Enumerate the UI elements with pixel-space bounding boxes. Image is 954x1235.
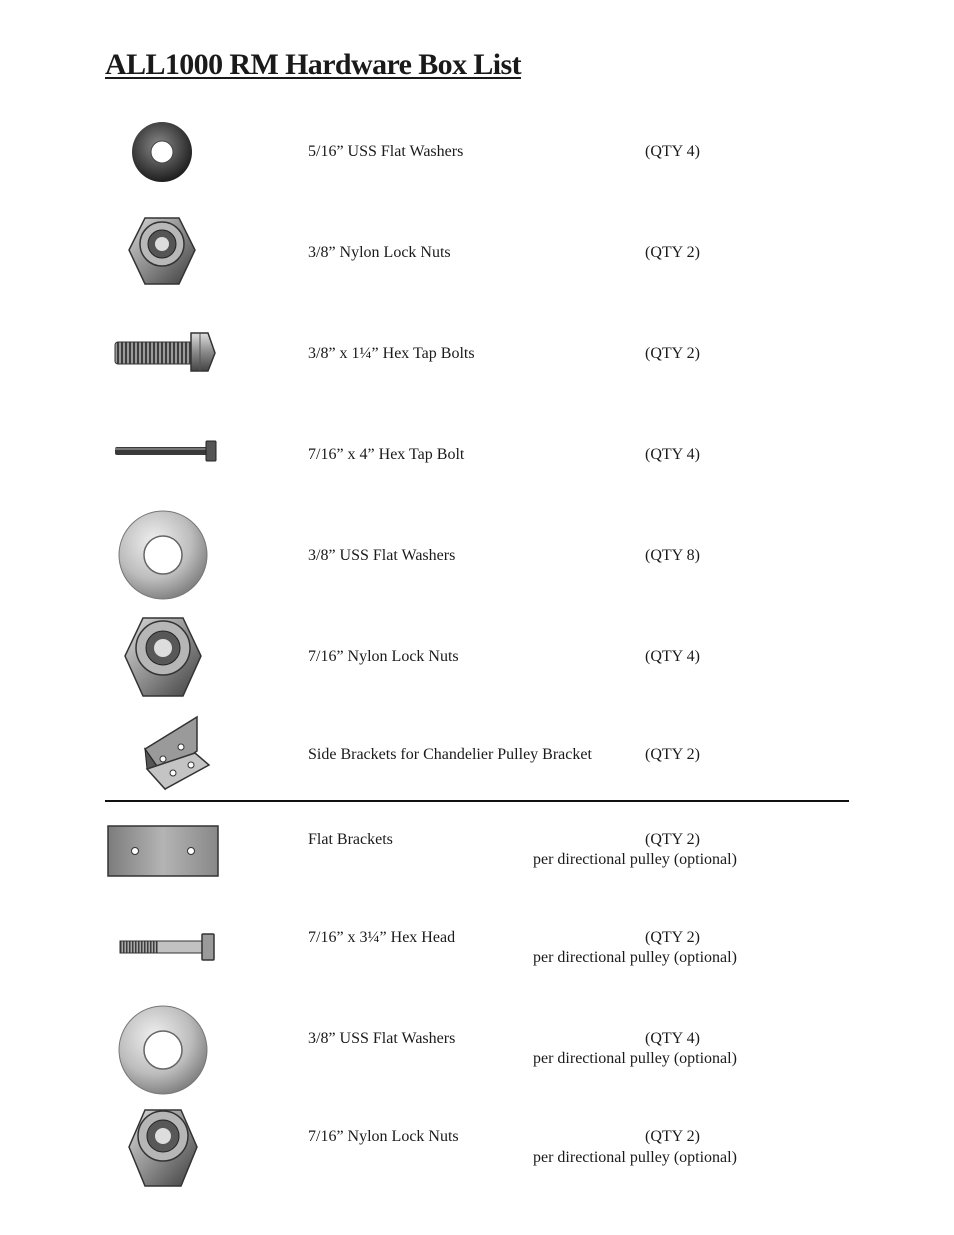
hex-head-bolt-icon: [105, 903, 220, 998]
item-name: 5/16” USS Flat Washers: [308, 143, 464, 160]
flat-washer-icon: [105, 507, 220, 602]
item-name: 7/16” x 4” Hex Tap Bolt: [308, 446, 465, 463]
page-title: ALL1000 RM Hardware Box List: [105, 48, 521, 81]
item-quantity: (QTY 2): [645, 746, 700, 763]
item-note: per directional pulley (optional): [533, 851, 737, 868]
item-name: Flat Brackets: [308, 831, 393, 848]
item-name: 7/16” Nylon Lock Nuts: [308, 648, 459, 665]
nylon-lock-nut-icon: [105, 608, 220, 703]
item-quantity: (QTY 2): [645, 244, 700, 261]
item-name: 3/8” USS Flat Washers: [308, 1030, 456, 1047]
flat-washer-icon: [105, 103, 220, 198]
item-quantity: (QTY 4): [645, 446, 700, 463]
item-name: 3/8” USS Flat Washers: [308, 547, 456, 564]
item-name: 7/16” Nylon Lock Nuts: [308, 1128, 459, 1145]
item-note: per directional pulley (optional): [533, 1050, 737, 1067]
hex-tap-bolt-icon: [105, 305, 220, 400]
flat-washer-icon: [105, 1002, 220, 1097]
item-name: 3/8” x 1¼” Hex Tap Bolts: [308, 345, 475, 362]
nylon-lock-nut-icon: [105, 1100, 220, 1195]
item-note: per directional pulley (optional): [533, 949, 737, 966]
long-hex-bolt-icon: [105, 406, 220, 501]
item-quantity: (QTY 2): [645, 345, 700, 362]
item-note: per directional pulley (optional): [533, 1149, 737, 1166]
item-quantity: (QTY 4): [645, 648, 700, 665]
item-quantity: (QTY 2): [645, 1128, 700, 1145]
item-quantity: (QTY 2): [645, 929, 700, 946]
flat-bracket-icon: [105, 806, 220, 901]
item-quantity: (QTY 8): [645, 547, 700, 564]
angle-bracket-icon: [105, 707, 220, 802]
item-quantity: (QTY 4): [645, 143, 700, 160]
item-quantity: (QTY 4): [645, 1030, 700, 1047]
item-name: Side Brackets for Chandelier Pulley Bracket: [308, 746, 592, 763]
item-name: 7/16” x 3¼” Hex Head: [308, 929, 456, 946]
item-name: 3/8” Nylon Lock Nuts: [308, 244, 451, 261]
section-divider: [105, 800, 849, 802]
nylon-lock-nut-icon: [105, 204, 220, 299]
item-quantity: (QTY 2): [645, 831, 700, 848]
